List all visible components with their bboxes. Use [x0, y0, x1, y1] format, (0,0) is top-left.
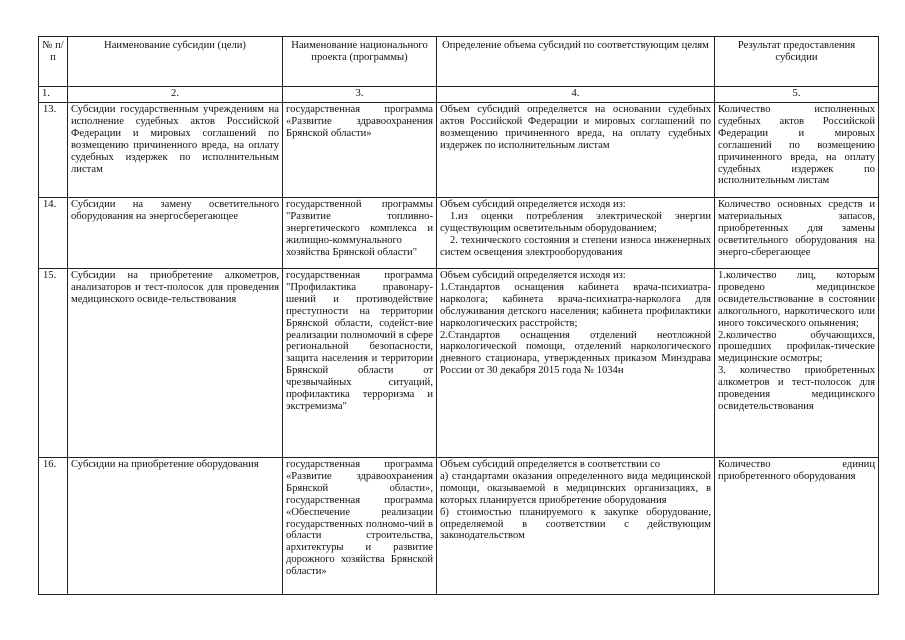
- volume-paragraph: 1.из оценки потребления электрической энергии существующим осветительным оборудованием;: [440, 210, 711, 234]
- volume-definition: [437, 198, 715, 269]
- subsidy-result: [715, 269, 879, 458]
- header-volume-definition: Определение объема субсидий по соответствующим целям: [437, 37, 715, 87]
- result-paragraph: 1.количество лиц, которым проведено медицинское освидетельствование в состоянии алкогольного, наркотического или иного токсического опьянения;: [718, 270, 875, 329]
- col-number-5: 5.: [715, 87, 879, 103]
- table-row: [39, 458, 879, 595]
- volume-paragraph: Объем субсидий определяется исходя из:: [440, 199, 626, 210]
- national-project: государственной программы "Развитие топливно-энергетического комплекса и жилищно-коммунального хозяйства Брянской области": [283, 198, 437, 269]
- volume-paragraph: Объем субсидий определяется в соответствии со: [440, 459, 661, 470]
- table-row: [39, 269, 879, 458]
- subsidy-table: [38, 36, 879, 595]
- row-number: 14.: [39, 198, 68, 269]
- subsidy-name: Субсидии государственным учреждениям на исполнение судебных актов Российской Федерации и мировых соглашений по возмещению причиненного вреда, на оплату судебных издержек по исполнительным листам: [68, 103, 283, 198]
- column-number-row: [39, 87, 879, 103]
- national-project: государственная программа «Развитие здравоохранения Брянской области», государственная программа «Обеспечение реализации государственных полномо-чий в области строительства, архитектуры и развитие дорожного хозяйства Брянской области»: [283, 458, 437, 595]
- header-result: Результат предоставления субсидии: [715, 37, 879, 87]
- header-row: [39, 37, 879, 87]
- row-number: 13.: [39, 103, 68, 198]
- result-paragraph: 2.количество обучающихся, прошедших профилак-тические медицинские осмотры;: [718, 329, 875, 365]
- col-number-2: 2.: [68, 87, 283, 103]
- national-project: государственная программа «Развитие здравоохранения Брянской области»: [283, 103, 437, 198]
- col-number-1: 1.: [39, 87, 68, 103]
- volume-paragraph: б) стоимостью планируемого к закупке оборудование, определяемой в соответствии с действующим законодательством: [440, 506, 711, 542]
- volume-paragraph: Объем субсидий определяется исходя из:: [440, 270, 626, 281]
- col-number-3: 3.: [283, 87, 437, 103]
- table-row: [39, 103, 879, 198]
- document-page: [38, 36, 878, 595]
- table-row: [39, 198, 879, 269]
- header-num: № п/п: [39, 37, 68, 87]
- subsidy-name: Субсидии на замену осветительного оборудования на энергосберегающее: [68, 198, 283, 269]
- header-subsidy-name: Наименование субсидии (цели): [68, 37, 283, 87]
- subsidy-result: Количество единиц приобретенного оборудования: [715, 458, 879, 595]
- result-paragraph: 3. количество приобретенных алкометров и тест-полосок для проведения медицинского освидетельствования: [718, 365, 875, 412]
- volume-definition: [437, 458, 715, 595]
- row-number: 16.: [39, 458, 68, 595]
- volume-paragraph: 1.Стандартов оснащения кабинета врача-психиатра-нарколога; кабинета врача-психиатра-нарколога для обслуживания детского населения; кабинета профилактики наркологических расстройств;: [440, 281, 711, 329]
- volume-paragraph: а) стандартами оказания определенного вида медицинской помощи, оказываемой в медицинских организациях, в которых планируется приобретение оборудования: [440, 470, 711, 506]
- subsidy-name: Субсидии на приобретение оборудования: [68, 458, 283, 595]
- header-national-project: Наименование национального проекта (программы): [283, 37, 437, 87]
- volume-paragraph: 2.Стандартов оснащения отделений неотложной наркологической помощи, отделений наркологического дневного стационара, утвержденных приказом Минздрава России от 30 декабря 2015 года № 1034н: [440, 329, 711, 377]
- row-number: 15.: [39, 269, 68, 458]
- col-number-4: 4.: [437, 87, 715, 103]
- national-project: государственная программа "Профилактика правонару-шений и противодействие преступности на территории Брянской области, содейст-вие реализации полномочий в сфере региональной безопасности, защита населения и территории Брянской области от чрезвычайных ситуаций, профилактика терроризма и экстремизма": [283, 269, 437, 458]
- subsidy-result: Количество исполненных судебных актов Российской Федерации и мировых соглашений по возмещению причиненного вреда, на оплату судебных издержек по исполнительным листам: [715, 103, 879, 198]
- volume-definition: [437, 269, 715, 458]
- subsidy-name: Субсидии на приобретение алкометров, анализаторов и тест-полосок для проведения медицинского освиде-тельствования: [68, 269, 283, 458]
- subsidy-result: Количество основных средств и материальных запасов, приобретенных для замены осветительного оборудования на энерго-сберегающее: [715, 198, 879, 269]
- volume-paragraph: 2. технического состояния и степени износа инженерных систем освещения электрооборудования: [440, 234, 711, 258]
- volume-definition: Объем субсидий определяется на основании судебных актов Российской Федерации и мировых соглашений по возмещению причиненного вреда, на оплату судебных издержек по исполнительным листам: [437, 103, 715, 198]
